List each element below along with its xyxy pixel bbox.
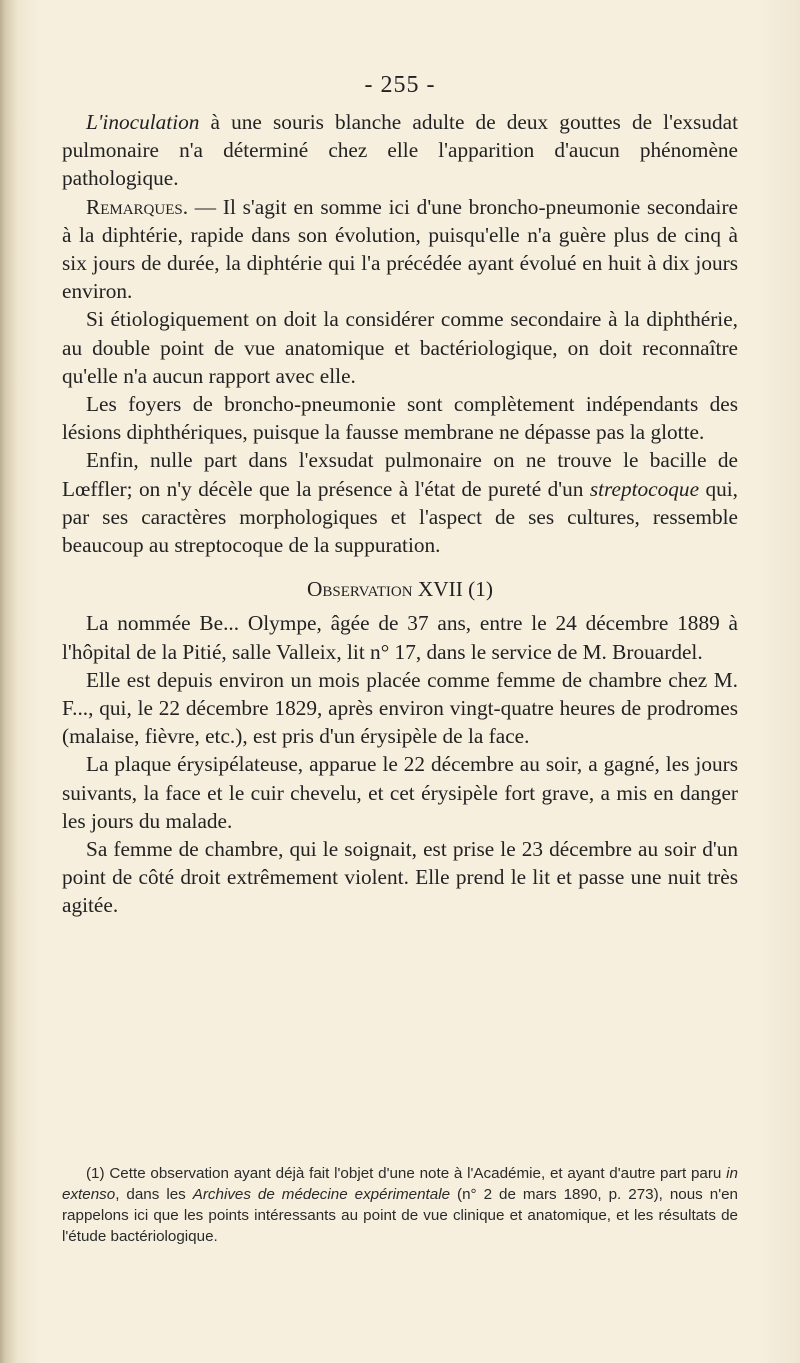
observation-paragraph: Sa femme de chambre, qui le soignait, est prise le 23 décembre au soir d'un point de côté droit extrêmement violent. Elle prend le lit et passe une nuit très agitée. <box>62 837 738 918</box>
paragraph-text: Enfin, nulle part dans l'exsudat pulmonaire on ne trouve le bacille de Lœffler; on n'y décèle que la présence à l'état de pureté d'un <box>62 448 738 501</box>
observation-paragraph: La plaque érysipélateuse, apparue le 22 décembre au soir, a gagné, les jours suivants, la face et le cuir chevelu, et cet érysipèle fort grave, a mis en danger les jours du malade. <box>62 752 738 833</box>
remarques-label: Remarques <box>86 194 183 219</box>
page-number: - 255 - <box>364 72 436 98</box>
main-text <box>62 108 738 920</box>
observation-paragraph: Elle est depuis environ un mois placée comme femme de chambre chez M. F..., qui, le 22 décembre 1829, après environ vingt-quatre heures de prodromes (malaise, fièvre, etc.), est pris d'un érysipèle de la face. <box>62 667 738 749</box>
paragraph-text: . — Il s'agit en somme ici d'une broncho-pneumonie secondaire à la diphtérie, rapide dans son évolution, puisqu'elle n'a guère plus de cinq à six jours de durée, la diphtérie qui l'a précédée ayant évolué en huit à dix jours environ. <box>62 194 738 304</box>
italic-term: streptocoque <box>589 476 700 501</box>
observation-heading: Observation XVII (1) <box>306 577 493 602</box>
footnote-italic: in extenso <box>62 1165 738 1203</box>
observation-paragraph: La nommée Be... Olympe, âgée de 37 ans, entre le 24 décembre 1889 à l'hôpital de la Pitié, salle Valleix, lit n° 17, dans le service de M. Brouardel. <box>62 611 738 664</box>
italic-term: L'inoculation <box>86 110 200 134</box>
footnote-text <box>62 1163 738 1247</box>
footnote-part: (1) Cette observation ayant déjà fait l'objet d'une note à l'Académie, et ayant d'autre part paru <box>86 1165 727 1182</box>
paragraph-inoculation <box>62 108 738 193</box>
paragraph-remarques <box>62 193 738 306</box>
paragraph-text: qui, par ses caractères morphologiques et l'aspect de ses cultures, ressemble beaucoup au streptocoque de la suppuration. <box>62 476 738 558</box>
footnote-italic: Archives de médecine expérimentale <box>192 1186 451 1203</box>
paragraph-etiologie: Si étiologiquement on doit la considérer comme secondaire à la diphthérie, au double point de vue anatomique et bactériologique, on doit reconnaître qu'elle n'a aucun rapport avec elle. <box>62 307 738 388</box>
paragraph-exsudat <box>62 446 738 559</box>
footnote-part: , dans les <box>115 1186 193 1203</box>
paragraph-text: à une souris blanche adulte de deux gouttes de l'exsudat pulmonaire n'a déterminé chez elle l'apparition d'aucun phénomène pathologique. <box>62 110 738 191</box>
footnote <box>62 1163 738 1247</box>
footnote-part: (n° 2 de mars 1890, p. 273), nous n'en rappelons ici que les points intéressants au point de vue clinique et anatomique, et les résultats de l'étude bactériologique. <box>62 1186 738 1245</box>
paragraph-foyers: Les foyers de broncho-pneumonie sont complètement indépendants des lésions diphthériques, puisque la fausse membrane ne dépasse pas la glotte. <box>62 392 738 445</box>
